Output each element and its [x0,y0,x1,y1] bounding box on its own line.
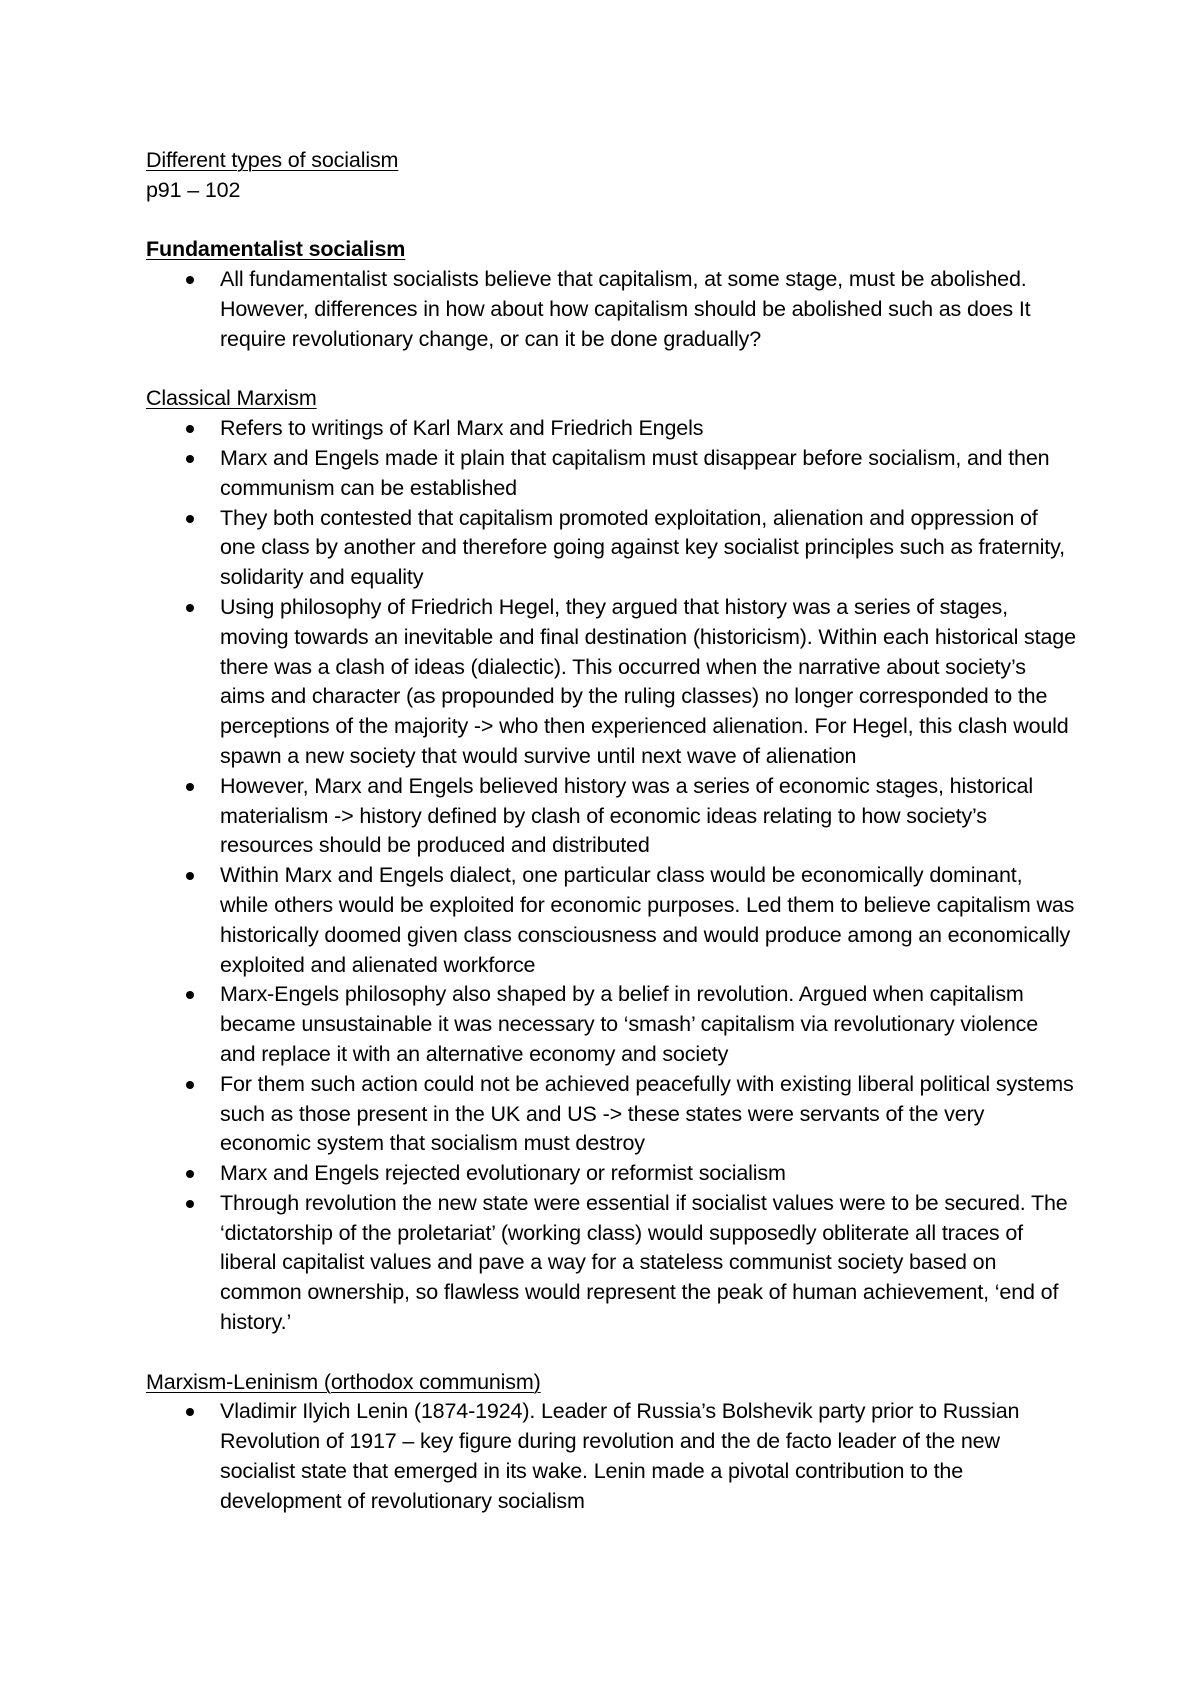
list-item-text: Through revolution the new state were essential if socialist values were to be secured. The ‘dictatorship of the proletariat’ (working class) would supposedly obliterate all traces of liberal capitalist values and pave a way for a stateless communist society based on common ownership, so flawless would represent the peak of human achievement, ‘end of history.’ [220,1190,1068,1335]
list-item [146,772,1076,861]
list-item [146,593,1076,772]
list-item [146,265,1076,354]
list-item [146,1159,1076,1189]
page-range: p91 – 102 [146,177,241,202]
list-item-text: For them such action could not be achieved peacefully with existing liberal political systems such as those present in the UK and US -> these states were servants of the very economic system that socialism must destroy [220,1071,1074,1156]
bullet-icon [186,515,194,523]
list-item-text: Within Marx and Engels dialect, one particular class would be economically dominant, while others would be exploited for economic purposes. Led them to believe capitalism was historically doomed given class consciousness and would produce among an economically exploited and alienated workforce [220,863,1075,977]
document-body [146,146,1076,1517]
list-item [146,980,1076,1069]
list-item-text: Marx and Engels made it plain that capitalism must disappear before socialism, and then communism can be established [220,445,1050,500]
bullet-icon [186,991,194,999]
bullet-icon [186,1200,194,1208]
bullet-list-fundamentalist [146,265,1076,354]
section-heading-classical-marxism: Classical Marxism [146,386,317,411]
list-item [146,414,1076,444]
document-title: Different types of socialism [146,148,399,172]
bullet-icon [186,455,194,463]
list-item-text: However, Marx and Engels believed history was a series of economic stages, historical materialism -> history defined by clash of economic ideas relating to how society’s resources should be produced and distributed [220,773,1033,858]
list-item [146,1397,1076,1516]
spacer [146,206,1076,236]
bullet-list-classical-marxism [146,414,1076,1338]
list-item [146,1070,1076,1159]
list-item [146,444,1076,504]
bullet-icon [186,1170,194,1178]
bullet-icon [186,1081,194,1089]
bullet-icon [186,604,194,612]
list-item-text: Using philosophy of Friedrich Hegel, they argued that history was a series of stages, moving towards an inevitable and final destination (historicism). Within each historical stage there was a clash of ideas (dialectic). This occurred when the narrative about society’s aims and character (as propounded by the ruling classes) no longer corresponded to the perceptions of the majority -> who then experienced alienation. For Hegel, this clash would spawn a new society that would survive until next wave of alienation [220,594,1076,768]
list-item [146,861,1076,980]
list-item [146,1189,1076,1338]
bullet-icon [186,1408,194,1416]
bullet-list-marxism-leninism [146,1397,1076,1516]
bullet-icon [186,872,194,880]
bullet-icon [186,425,194,433]
spacer [146,1338,1076,1368]
bullet-icon [186,783,194,791]
list-item-text: Refers to writings of Karl Marx and Friedrich Engels [220,416,704,441]
spacer [146,355,1076,385]
list-item-text: Marx and Engels rejected evolutionary or reformist socialism [220,1161,786,1186]
list-item-text: Marx-Engels philosophy also shaped by a belief in revolution. Argued when capitalism became unsustainable it was necessary to ‘smash’ capitalism via revolutionary violence and replace it with an alternative economy and society [220,982,1039,1066]
section-heading-marxism-leninism: Marxism-Leninism (orthodox communism) [146,1369,541,1394]
list-item [146,504,1076,593]
list-item-text: They both contested that capitalism promoted exploitation, alienation and oppression of one class by another and therefore going against key socialist principles such as fraternity, solidarity and equality [220,505,1065,590]
bullet-icon [186,276,194,284]
section-heading-fundamentalist: Fundamentalist socialism [146,237,406,262]
list-item-text: Vladimir Ilyich Lenin (1874-1924). Leader of Russia’s Bolshevik party prior to Russian Revolution of 1917 – key figure during revolution and the de facto leader of the new socialist state that emerged in its wake. Lenin made a pivotal contribution to the development of revolutionary socialism [220,1399,1020,1513]
list-item-text: All fundamentalist socialists believe that capitalism, at some stage, must be abolished. However, differences in how about how capitalism should be abolished such as does It require revolutionary change, or can it be done gradually? [220,267,1031,351]
